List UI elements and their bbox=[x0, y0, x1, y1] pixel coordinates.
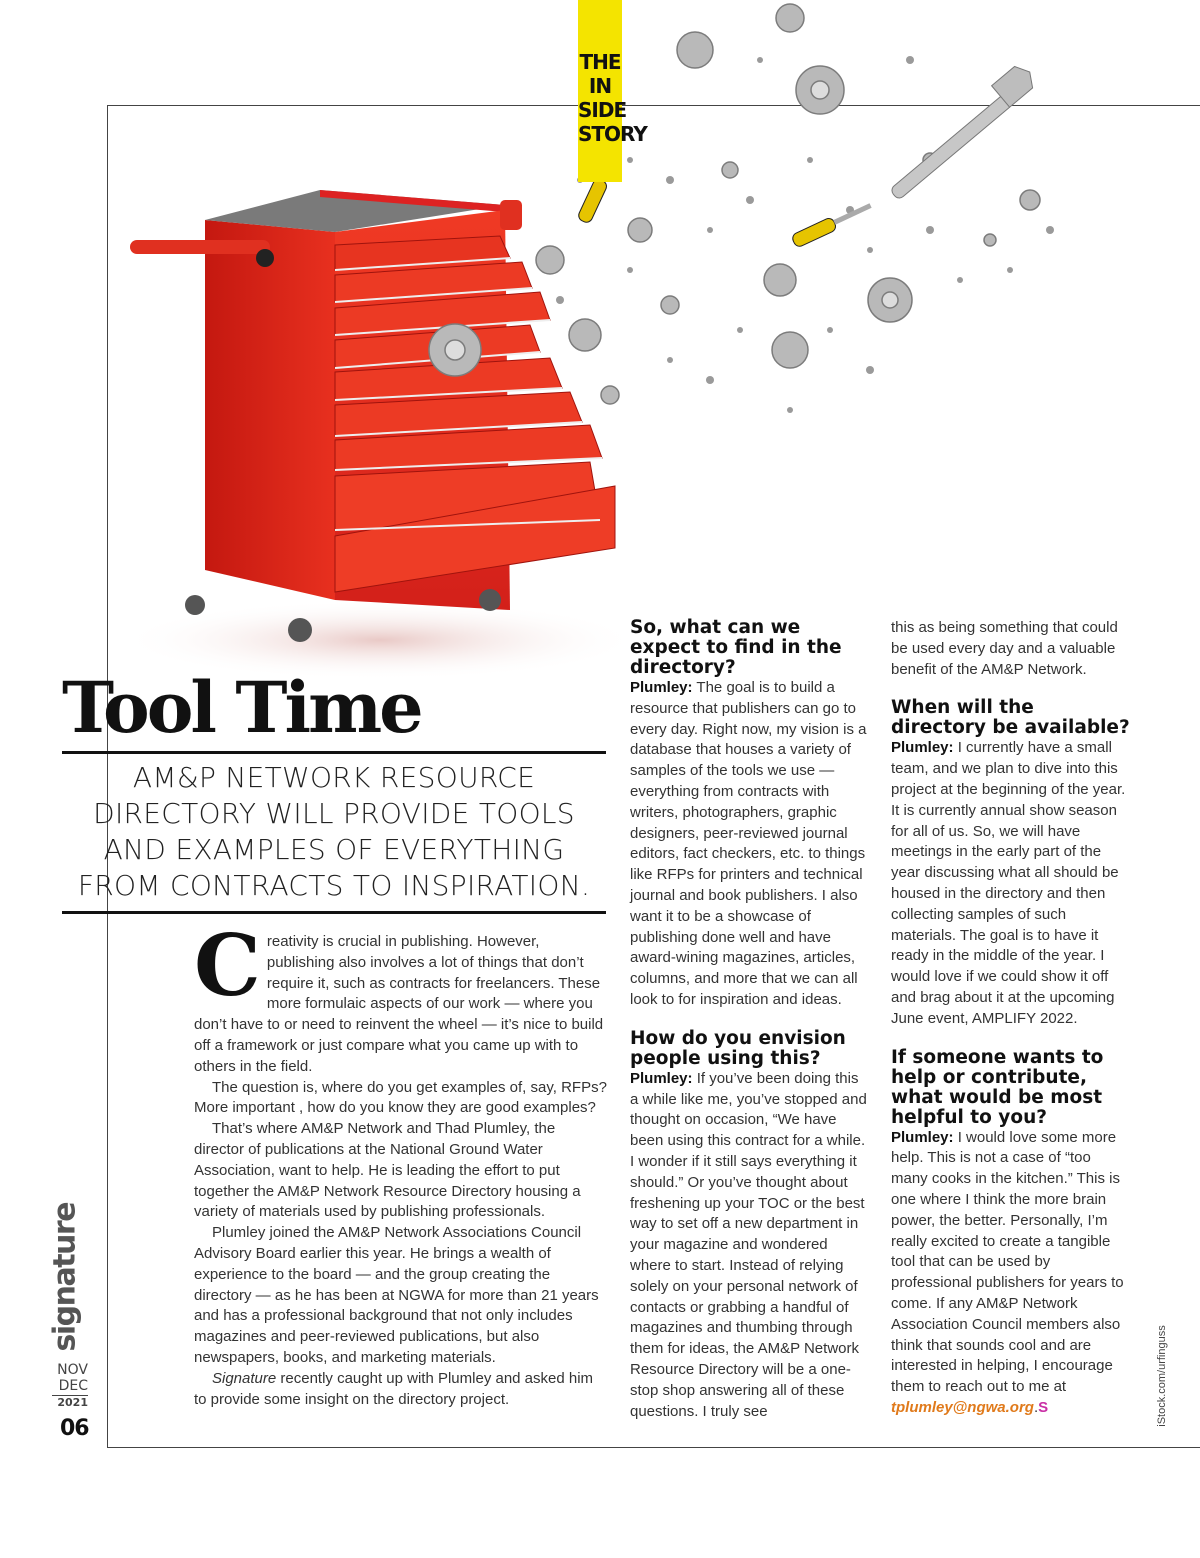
badge-line: STORY bbox=[578, 122, 647, 146]
end-mark-icon: S bbox=[1038, 1398, 1049, 1416]
paragraph-text: recently caught up with Plumley and asked him to provide some insight on the directory project. bbox=[194, 1369, 594, 1408]
answer-paragraph bbox=[630, 1069, 868, 1423]
answer-text: If you’ve been doing this a while like me, you’ve stopped and thought on occasion, “We have been using this contract for a while. I wonder if it still says everything it should.” Or you’ve thought about freshening up your TOC or the best way to set off a new department in your magazine and wondered where to start. Instead of relying solely on your personal network of contacts or grabbing a handful of magazines and thumbing through them for ideas, the AM&P Network Resource Directory will be a one-stop shop answering all of these questions. I truly see bbox=[630, 1069, 867, 1420]
badge-line: SIDE bbox=[578, 98, 627, 122]
intro-text: reativity is crucial in publishing. However, publishing also involves a lot of things that don’t require it, such as contracts for freelancers. These more formulaic aspects of our work — where you don’t have to or need to reinvent the wheel — it’s nice to build off a framework or just compare what you came up with to others in the field. bbox=[194, 933, 604, 1075]
inside-story-badge-text bbox=[578, 50, 647, 146]
answer-text: I currently have a small team, and we plan to dive into this project at the beginning of the year. It is currently annual show season for all of us. So, we will have meetings in the early part of the year discussing what all should be housed in the directory and then collecting samples of such materials. The goal is to have it ready in the middle of the year. I would love if we could show it off and brag about it at the upcoming June event, AMPLIFY 2022. bbox=[891, 739, 1126, 1027]
title-rule bbox=[62, 751, 606, 754]
question-heading: So, what can we expect to find in the directory? bbox=[630, 617, 842, 678]
drop-cap: C bbox=[194, 916, 261, 1015]
frame-line-bottom bbox=[107, 1447, 1200, 1448]
article-column-1 bbox=[194, 916, 608, 1410]
paragraph: That’s where AM&P Network and Thad Plumley, the director of publications at the National Ground Water Association, want to help. He is leading the effort to put together the AM&P Network Resource Directory housing a variety of materials used by publishing professionals. bbox=[194, 1120, 581, 1221]
question-heading: How do you envision people using this? bbox=[630, 1027, 846, 1069]
article-title: Tool Time bbox=[62, 666, 421, 749]
issue-month-2: DEC bbox=[58, 1378, 88, 1394]
answer-continuation: this as being something that could be used every day and a valuable benefit of the AM&P Network. bbox=[891, 619, 1118, 678]
answer-paragraph bbox=[891, 738, 1131, 1029]
spacer bbox=[891, 680, 1131, 698]
badge-line: THE bbox=[579, 50, 621, 74]
article-subtitle: AM&P NETWORK RESOURCE DIRECTORY WILL PROVIDE TOOLS AND EXAMPLES OF EVERYTHING FROM CONTRACTS TO INSPIRATION. bbox=[77, 761, 591, 902]
badge-line: IN bbox=[588, 74, 612, 98]
article-column-2 bbox=[630, 618, 868, 1422]
magazine-name: Signature bbox=[212, 1369, 277, 1387]
photo-credit bbox=[1132, 1325, 1192, 1430]
subtitle-rule bbox=[62, 911, 606, 914]
toolbox-illustration bbox=[110, 0, 1200, 680]
speaker-label: Plumley: bbox=[891, 1128, 954, 1146]
spacer bbox=[891, 1030, 1131, 1048]
photo-credit-text: iStock.com/urfinguss bbox=[1156, 1325, 1168, 1427]
email-period: . bbox=[1033, 1398, 1039, 1416]
answer-paragraph bbox=[630, 678, 868, 1011]
page-number: 06 bbox=[60, 1416, 89, 1441]
issue-month-1: NOV bbox=[57, 1362, 88, 1378]
magazine-masthead-vertical bbox=[38, 1202, 90, 1355]
answer-text: I would love some more help. This is not a case of “too many cooks in the kitchen.” This is one where I think the more brain power, the better. Personally, I’m really excited to create a tangible tool that can be used by professional publishers for years to come. If any AM&P Network Association Council members also think that sounds cool and are interested in helping, I encourage them to reach out to me at bbox=[891, 1128, 1124, 1396]
magazine-masthead-text: signature bbox=[47, 1202, 83, 1352]
email-link[interactable]: tplumley@ngwa.org bbox=[891, 1398, 1034, 1416]
paragraph: The question is, where do you get examples of, say, RFPs? More important , how do you know they are good examples? bbox=[194, 1078, 607, 1117]
article-column-3 bbox=[891, 618, 1131, 1419]
intro-paragraph bbox=[194, 916, 608, 1078]
question-heading: If someone wants to help or contribute, what would be most helpful to you? bbox=[891, 1046, 1104, 1128]
issue-year: 2021 bbox=[52, 1395, 88, 1410]
answer-text: The goal is to build a resource that publishers can go to every day. Right now, my vision is a database that houses a variety of samples of the tools we use — everything from contracts with writers, photographers, graphic designers, peer-reviewed journal editors, fact checkers, etc. to things like RFPs for printers and technical journal and book publishers. I also want it to be a showcase of publishing done well and have award-wining magazines, articles, columns, and more that we can all look to for inspiration and ideas. bbox=[630, 679, 867, 1008]
speaker-label: Plumley: bbox=[630, 679, 693, 696]
paragraph: Plumley joined the AM&P Network Associations Council Advisory Board earlier this year. He brings a wealth of experience to the board — and the group creating the directory — as he has been at NGWA for more than 21 years and has a professional background that not only includes magazines and peer-reviewed publications, but also newspapers, books, and marketing materials. bbox=[194, 1224, 599, 1366]
speaker-label: Plumley: bbox=[630, 1069, 693, 1087]
question-heading: When will the directory be available? bbox=[891, 697, 1130, 739]
speaker-label: Plumley: bbox=[891, 739, 954, 757]
paragraph bbox=[194, 1369, 608, 1411]
answer-paragraph bbox=[891, 1128, 1131, 1419]
spacer bbox=[630, 1011, 868, 1029]
issue-date bbox=[52, 1362, 88, 1410]
